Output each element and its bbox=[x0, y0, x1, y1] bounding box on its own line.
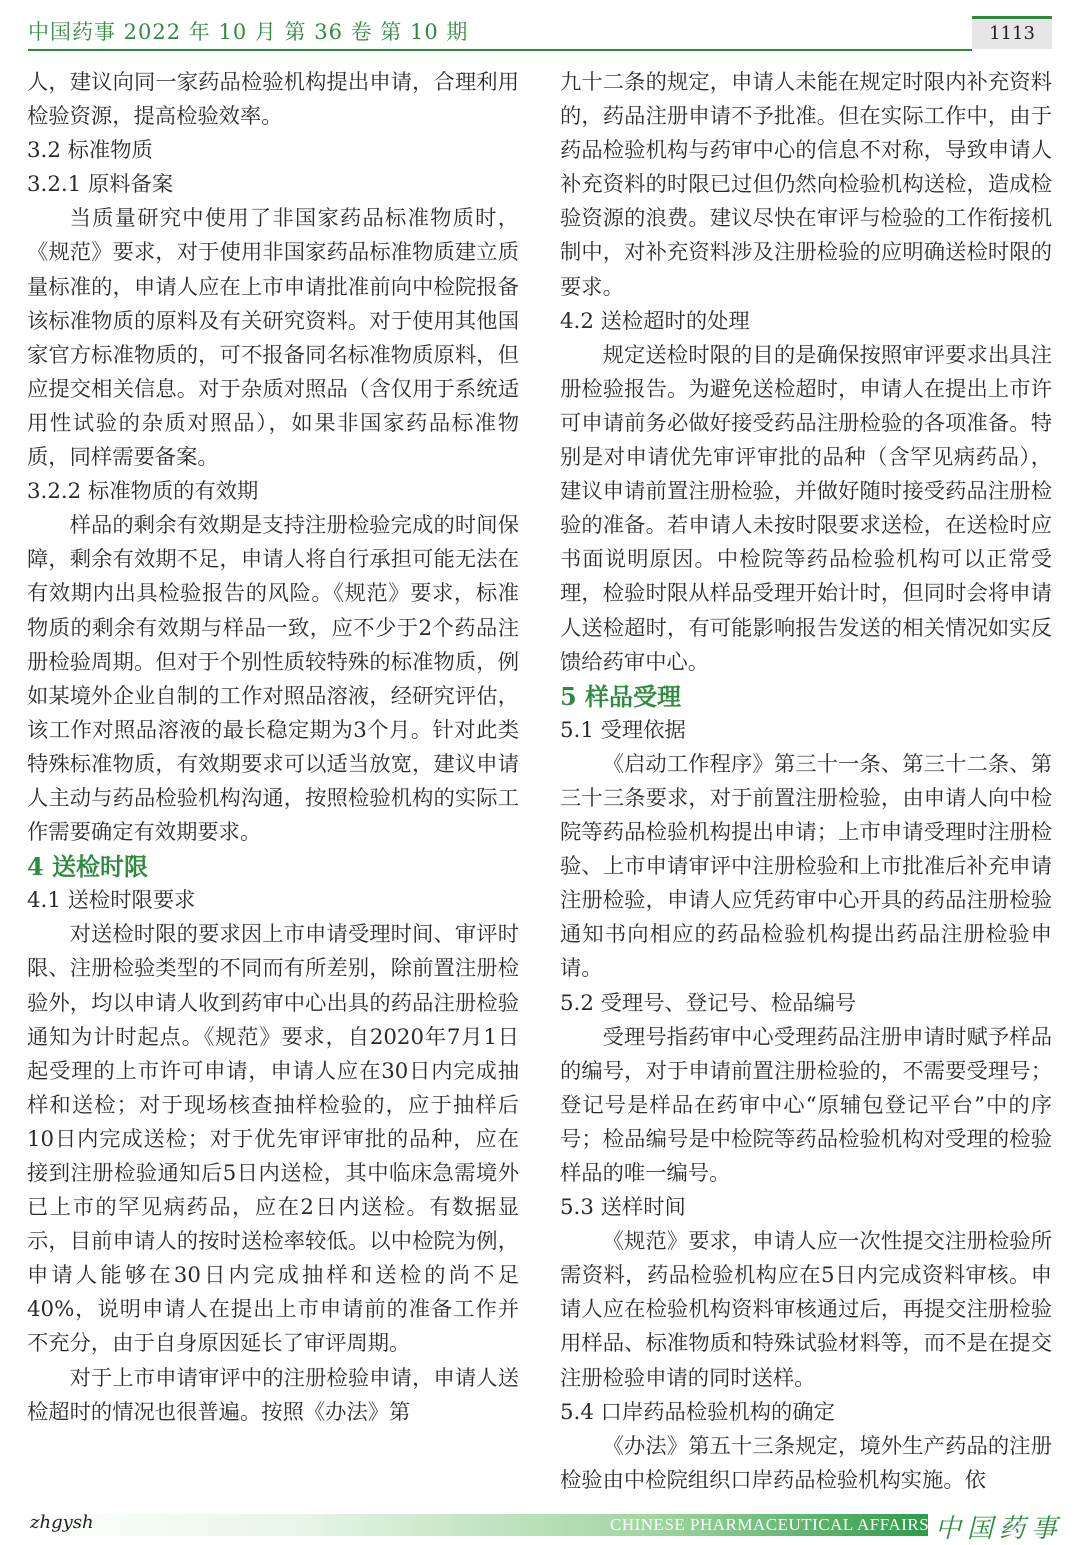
paragraph: 对送检时限的要求因上市申请受理时间、审评时限、注册检验类型的不同而有所差别，除前置注册检验外，均以申请人收到药审中心出具的药品注册检验通知为计时起点。《规范》要求，自2020年7月1日起受理的上市许可申请，申请人应在30日内完成抽样和送检；对于现场核查抽样检验的，应于抽样后10日内完成送检；对于优先审评审批的品种，应在接到注册检验通知后5日内送检，其中临床急需境外已上市的罕见病药品，应在2日内送检。有数据显示，目前申请人的按时送检率较低。以中检院为例，申请人能够在30日内完成抽样和送检的尚不足40%，说明申请人在提出上市申请前的准备工作并不充分，由于自身原因延长了审评周期。 bbox=[27, 922, 519, 1357]
paragraph: 九十二条的规定，申请人未能在规定时限内补充资料的，药品注册申请不予批准。但在实际工作中，由于药品检验机构与药审中心的信息不对称，导致申请人补充资料的时限已过但仍然向检验机构送检，造成检验资源的浪费。建议尽快在审评与检验的工作衔接机制中，对补充资料涉及注册检验的应明确送检时限的要求。 bbox=[560, 70, 1052, 300]
subsection-heading: 5.1 受理依据 bbox=[560, 717, 686, 743]
page-number: 1113 bbox=[972, 16, 1052, 49]
paragraph: 受理号指药审中心受理药品注册申请时赋予样品的编号，对于申请前置注册检验的，不需要受理号；登记号是样品在药审中心“原辅包登记平台”中的序号；检品编号是中检院等药品检验机构对受理的检验样品的唯一编号。 bbox=[560, 1024, 1052, 1186]
left-column bbox=[27, 66, 519, 1430]
paragraph: 当质量研究中使用了非国家药品标准物质时，《规范》要求，对于使用非国家药品标准物质建立质量标准的，申请人应在上市申请批准前向中检院报备该标准物质的原料及有关研究资料。对于使用其他国家官方标准物质的，可不报备同名标准物质原料，但应提交相关信息。对于杂质对照品（含仅用于系统适用性试验的杂质对照品），如果非国家药品标准物质，同样需要备案。 bbox=[27, 206, 519, 471]
paragraph: 《启动工作程序》第三十一条、第三十二条、第三十三条要求，对于前置注册检验，由申请人向中检院等药品检验机构提出申请；上市申请受理时注册检验、上市申请审评中注册检验和上市批准后补充申请注册检验，申请人应凭药审中心开具的药品注册检验通知书向相应的药品检验机构提出药品注册检验申请。 bbox=[560, 751, 1052, 982]
page-header bbox=[0, 0, 1080, 56]
section-heading: 5 样品受理 bbox=[560, 681, 682, 711]
paragraph: 《办法》第五十三条规定，境外生产药品的注册检验由中检院组织口岸药品检验机构实施。依 bbox=[560, 1433, 1052, 1493]
subsection-heading: 5.4 口岸药品检验机构的确定 bbox=[560, 1399, 835, 1425]
subsection-heading: 5.2 受理号、登记号、检品编号 bbox=[560, 990, 857, 1016]
paragraph: 对于上市申请审评中的注册检验申请，申请人送检超时的情况也很普遍。按照《办法》第 bbox=[27, 1365, 519, 1425]
subsection-heading: 4.1 送检时限要求 bbox=[27, 888, 196, 914]
footer-abbrev: zhgysh bbox=[30, 1512, 94, 1533]
paragraph: 规定送检时限的目的是确保按照审评要求出具注册检验报告。为避免送检超时，申请人在提出上市许可申请前务必做好接受药品注册检验的各项准备。特别是对申请优先审评审批的品种（含罕见病药品），建议申请前置注册检验，并做好随时接受药品注册检验的准备。若申请人未按时限要求送检，在送检时应书面说明原因。中检院等药品检验机构可以正常受理，检验时限从样品受理开始计时，但同时会将申请人送检超时，有可能影响报告发送的相关情况如实反馈给药审中心。 bbox=[560, 342, 1052, 675]
footer-journal-english: CHINESE PHARMACEUTICAL AFFAIRS bbox=[610, 1515, 930, 1534]
subsection-heading: 4.2 送检超时的处理 bbox=[560, 308, 750, 334]
subsection-heading: 3.2.1 原料备案 bbox=[27, 172, 174, 198]
paragraph: 人，建议向同一家药品检验机构提出申请，合理利用检验资源，提高检验效率。 bbox=[27, 70, 519, 130]
paragraph: 样品的剩余有效期是支持注册检验完成的时间保障，剩余有效期不足，申请人将自行承担可能无法在有效期内出具检验报告的风险。《规范》要求，标准物质的剩余有效期与样品一致，应不少于2个药品注册检验周期。但对于个别性质较特殊的标准物质，例如某境外企业自制的工作对照品溶液，经研究评估，该工作对照品溶液的最长稳定期为3个月。针对此类特殊标准物质，有效期要求可以适当放宽，建议申请人主动与药品检验机构沟通，按照检验机构的实际工作需要确定有效期要求。 bbox=[27, 513, 519, 846]
journal-title: 中国药事 2022 年 10 月 第 36 卷 第 10 期 bbox=[28, 20, 469, 44]
subsection-heading: 5.3 送样时间 bbox=[560, 1195, 686, 1221]
subsection-heading: 3.2 标准物质 bbox=[27, 138, 153, 164]
page-footer bbox=[0, 1500, 1080, 1543]
subsection-heading: 3.2.2 标准物质的有效期 bbox=[27, 479, 259, 505]
header-rule bbox=[28, 49, 972, 51]
footer-logo: 中国药事 bbox=[935, 1514, 1064, 1544]
right-column bbox=[560, 66, 1052, 1498]
paragraph: 《规范》要求，申请人应一次性提交注册检验所需资料，药品检验机构应在5日内完成资料审核。申请人应在检验机构资料审核通过后，再提交注册检验用样品、标准物质和特殊试验材料等，而不是在提交注册检验申请的同时送样。 bbox=[560, 1229, 1052, 1391]
section-heading: 4 送检时限 bbox=[27, 852, 149, 882]
